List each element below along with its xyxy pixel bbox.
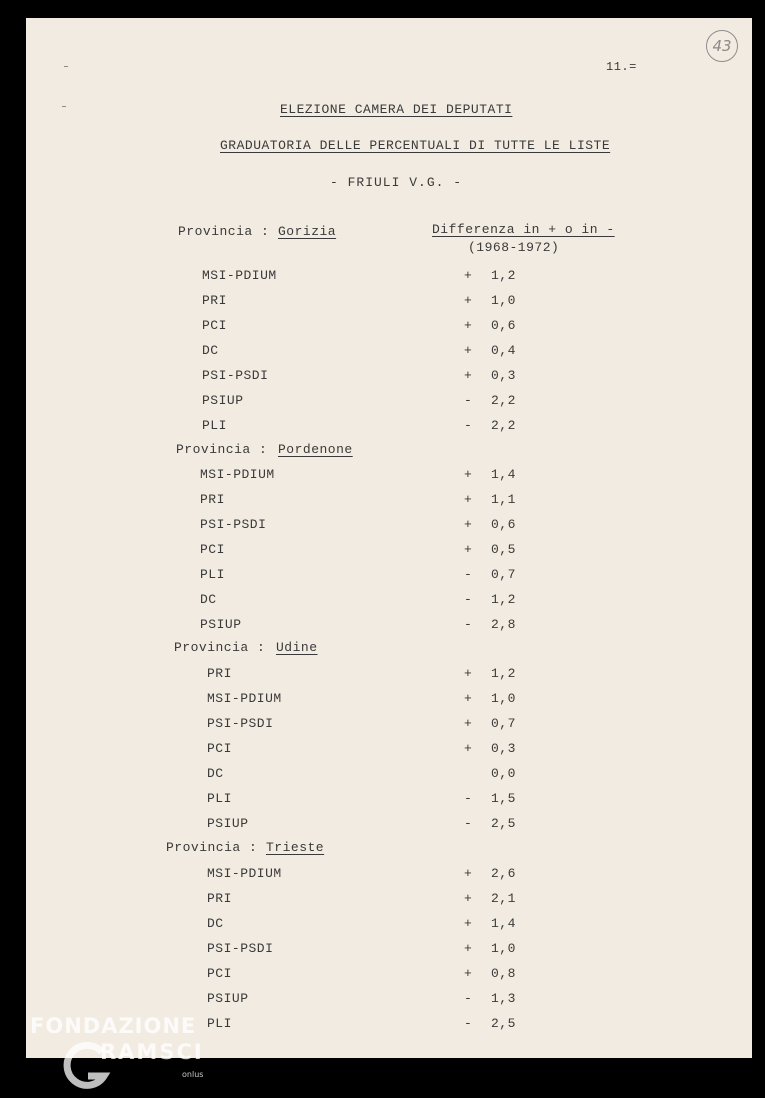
party-name: PSI-PSDI (207, 941, 274, 956)
province-name: Gorizia (278, 224, 337, 239)
difference-sign: - (464, 991, 473, 1006)
difference-sign: + (464, 966, 473, 981)
party-name: DC (207, 916, 224, 931)
difference-value: 0,5 (491, 542, 516, 557)
difference-value: 2,2 (491, 418, 516, 433)
party-name: PCI (200, 542, 225, 557)
party-name: PRI (207, 666, 232, 681)
party-name: PSIUP (200, 617, 242, 632)
difference-value: 2,6 (491, 866, 516, 881)
party-name: PSIUP (202, 393, 244, 408)
difference-value: 1,0 (491, 293, 516, 308)
difference-sign: + (464, 891, 473, 906)
party-name: PSI-PSDI (207, 716, 274, 731)
difference-sign: + (464, 542, 473, 557)
difference-value: 2,1 (491, 891, 516, 906)
party-name: DC (202, 343, 219, 358)
document-page (26, 18, 752, 1079)
province-label: Provincia : (176, 442, 268, 457)
difference-value: 2,5 (491, 816, 516, 831)
difference-value: 1,2 (491, 666, 516, 681)
party-name: PRI (200, 492, 225, 507)
difference-value: 2,5 (491, 1016, 516, 1031)
document-title: ELEZIONE CAMERA DEI DEPUTATI (280, 102, 513, 117)
party-name: PLI (200, 567, 225, 582)
difference-value: 0,6 (491, 318, 516, 333)
difference-sign: - (464, 393, 473, 408)
fondazione-gramsci-watermark: FONDAZIONE RAMSCI onlus (28, 1014, 218, 1098)
party-name: PCI (207, 966, 232, 981)
difference-value: 1,4 (491, 916, 516, 931)
difference-sign: + (464, 691, 473, 706)
difference-sign: - (464, 816, 473, 831)
difference-value: 1,4 (491, 467, 516, 482)
document-subtitle: GRADUATORIA DELLE PERCENTUALI DI TUTTE LE LISTE (220, 138, 611, 153)
difference-sign: + (464, 716, 473, 731)
difference-value: 0,7 (491, 716, 516, 731)
difference-value: 0,8 (491, 966, 516, 981)
party-name: PCI (207, 741, 232, 756)
difference-sign: - (464, 617, 473, 632)
punch-mark (62, 106, 66, 107)
province-label: Provincia : (174, 640, 266, 655)
difference-value: 1,2 (491, 268, 516, 283)
difference-value: 1,3 (491, 991, 516, 1006)
difference-sign: + (464, 666, 473, 681)
difference-sign: - (464, 418, 473, 433)
difference-sign: + (464, 368, 473, 383)
page-number: 11.= (606, 60, 637, 74)
party-name: PSIUP (207, 991, 249, 1006)
province-label: Provincia : (166, 840, 258, 855)
difference-sign: - (464, 592, 473, 607)
difference-sign: - (464, 567, 473, 582)
difference-sign: + (464, 343, 473, 358)
party-name: PLI (207, 791, 232, 806)
punch-mark (64, 66, 68, 67)
difference-value: 2,8 (491, 617, 516, 632)
difference-sign: + (464, 941, 473, 956)
difference-sign: + (464, 492, 473, 507)
difference-sign: + (464, 517, 473, 532)
party-name: PLI (207, 1016, 232, 1031)
party-name: MSI-PDIUM (207, 866, 282, 881)
archive-stamp: 43 (706, 30, 738, 62)
difference-value: 0,3 (491, 741, 516, 756)
province-name: Trieste (266, 840, 325, 855)
party-name: DC (207, 766, 224, 781)
difference-sign: - (464, 791, 473, 806)
party-name: PRI (207, 891, 232, 906)
party-name: PCI (202, 318, 227, 333)
region-label: - FRIULI V.G. - (330, 175, 463, 190)
difference-value: 1,0 (491, 691, 516, 706)
province-name: Udine (276, 640, 318, 655)
column-header-line2: (1968-1972) (468, 240, 560, 255)
party-name: PLI (202, 418, 227, 433)
difference-sign: + (464, 318, 473, 333)
difference-value: 1,1 (491, 492, 516, 507)
difference-sign: - (464, 1016, 473, 1031)
difference-value: 0,0 (491, 766, 516, 781)
difference-value: 0,6 (491, 517, 516, 532)
difference-value: 1,5 (491, 791, 516, 806)
party-name: PRI (202, 293, 227, 308)
difference-sign: + (464, 741, 473, 756)
province-name: Pordenone (278, 442, 353, 457)
difference-sign: + (464, 866, 473, 881)
party-name: PSI-PSDI (202, 368, 269, 383)
difference-value: 0,4 (491, 343, 516, 358)
province-label: Provincia : (178, 224, 270, 239)
column-header-line1: Differenza in + o in - (432, 222, 615, 237)
difference-value: 1,2 (491, 592, 516, 607)
difference-value: 1,0 (491, 941, 516, 956)
party-name: MSI-PDIUM (202, 268, 277, 283)
difference-sign: + (464, 467, 473, 482)
difference-sign: + (464, 916, 473, 931)
difference-sign: + (464, 268, 473, 283)
party-name: MSI-PDIUM (207, 691, 282, 706)
party-name: PSI-PSDI (200, 517, 267, 532)
difference-value: 0,3 (491, 368, 516, 383)
difference-value: 2,2 (491, 393, 516, 408)
party-name: DC (200, 592, 217, 607)
difference-sign: + (464, 293, 473, 308)
party-name: MSI-PDIUM (200, 467, 275, 482)
party-name: PSIUP (207, 816, 249, 831)
difference-value: 0,7 (491, 567, 516, 582)
